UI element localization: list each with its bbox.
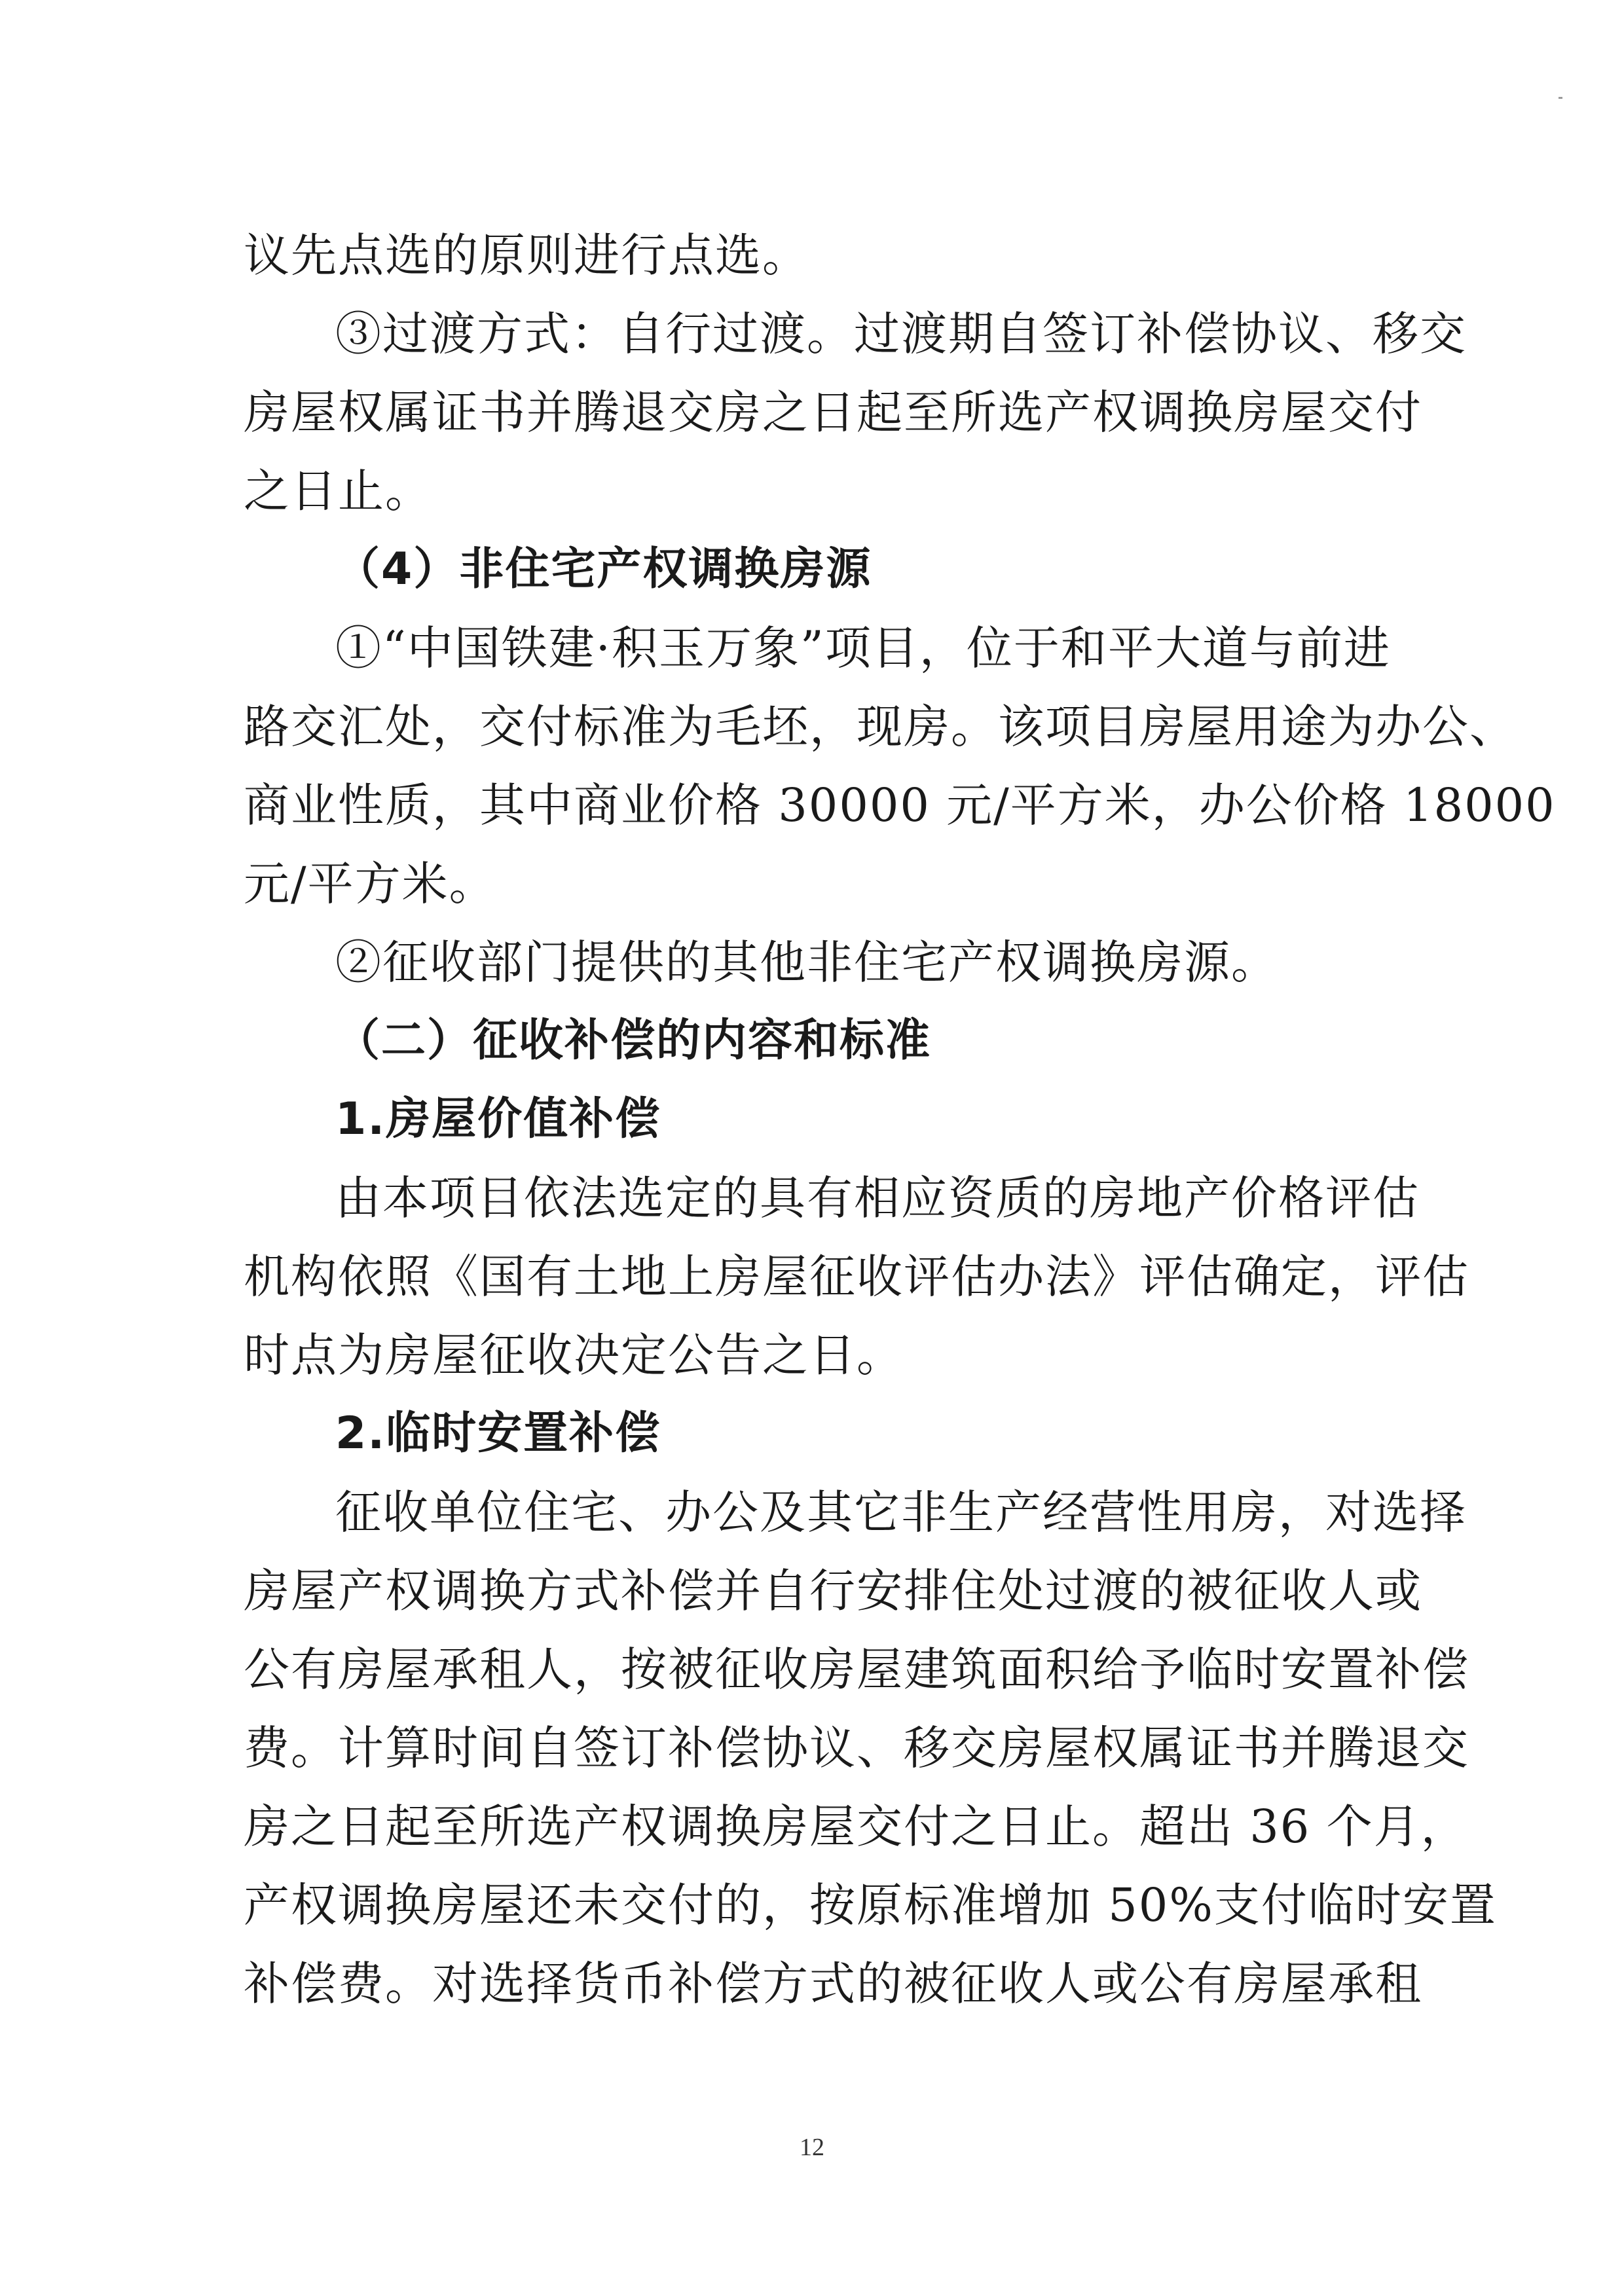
page-number: 12 [800,2134,824,2161]
paragraph-line: 议先点选的原则进行点选。 [244,228,809,282]
paragraph-line: 时点为房屋征收决定公告之日。 [244,1328,904,1382]
paragraph-line: 商业性质，其中商业价格 30000 元/平方米，办公价格 18000 [244,778,1556,832]
paragraph-line: 房屋权属证书并腾退交房之日起至所选产权调换房屋交付 [244,386,1422,439]
paragraph-line: 产权调换房屋还未交付的，按原标准增加 50%支付临时安置 [244,1878,1497,1932]
paragraph-line: 房屋产权调换方式补偿并自行安排住处过渡的被征收人或 [244,1564,1422,1618]
paragraph-line: ①“中国铁建·积玉万象”项目，位于和平大道与前进 [335,621,1391,675]
paragraph-line: 费。计算时间自签订补偿协议、移交房屋权属证书并腾退交 [244,1721,1469,1775]
paragraph-line: 由本项目依法选定的具有相应资质的房地产价格评估 [335,1171,1420,1225]
section-heading: 2.临时安置补偿 [335,1408,661,1459]
scan-mark [1559,97,1562,99]
body-text [244,216,1556,2023]
paragraph-line: 机构依照《国有土地上房屋征收评估办法》评估确定，评估 [244,1250,1469,1303]
paragraph-line: 路交汇处，交付标准为毛坯，现房。该项目房屋用途为办公、 [244,700,1517,754]
paragraph-line: 征收单位住宅、办公及其它非生产经营性用房，对选择 [335,1485,1467,1539]
section-heading: （4）非住宅产权调换房源 [335,543,872,595]
paragraph-line: 元/平方米。 [244,857,496,911]
paragraph-line: ②征收部门提供的其他非住宅产权调换房源。 [335,936,1278,989]
paragraph-line: 公有房屋承租人，按被征收房屋建筑面积给予临时安置补偿 [244,1643,1469,1696]
paragraph-line: 房之日起至所选产权调换房屋交付之日止。超出 36 个月， [244,1800,1468,1853]
paragraph-line: 之日止。 [244,464,432,518]
section-heading: 1.房屋价值补偿 [335,1093,661,1145]
section-heading: （二）征收补偿的内容和标准 [335,1015,932,1066]
paragraph-line: ③过渡方式：自行过渡。过渡期自签订补偿协议、移交 [335,307,1467,361]
paragraph-line: 补偿费。对选择货币补偿方式的被征收人或公有房屋承租 [244,1957,1422,2011]
